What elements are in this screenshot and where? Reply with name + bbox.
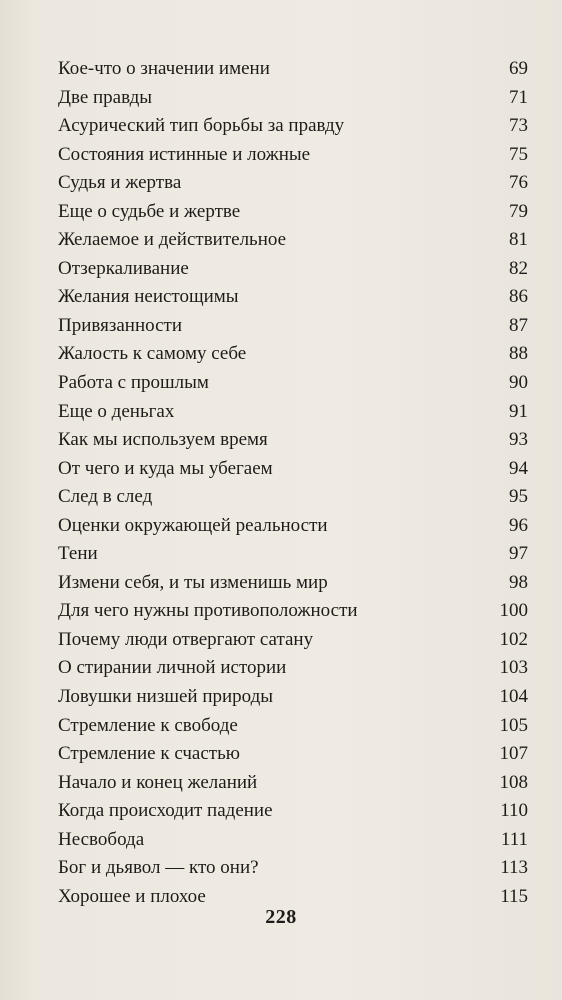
toc-entry-title: Как мы используем время [58, 429, 268, 451]
toc-entry [58, 483, 528, 512]
toc-entry [58, 455, 528, 484]
toc-entry-title: Желаемое и действительное [58, 229, 287, 251]
toc-entry-page: 73 [509, 115, 528, 137]
toc-entry-title: Тени [58, 543, 98, 565]
toc-entry-page: 71 [509, 86, 528, 108]
toc-entry-page: 82 [509, 257, 528, 279]
toc-entry-title: Начало и конец желаний [58, 771, 258, 793]
toc-entry-title: Измени себя, и ты изменишь мир [58, 571, 328, 593]
toc-entry-page: 95 [509, 486, 528, 508]
toc-entry-page: 97 [509, 543, 528, 565]
toc-entry-page: 88 [509, 343, 528, 365]
toc-entry-title: Еще о деньгах [58, 400, 175, 422]
toc-entry-page: 76 [509, 172, 528, 194]
toc-entry-title: Привязанности [58, 314, 183, 336]
toc-entry [58, 369, 528, 398]
toc-entry-title: Оценки окружающей реальности [58, 514, 328, 536]
toc-entry [58, 512, 528, 541]
toc-entry-title: От чего и куда мы убегаем [58, 457, 273, 479]
toc-entry [58, 769, 528, 798]
toc-entry-page: 105 [499, 714, 528, 736]
toc-entry [58, 426, 528, 455]
toc-entry [58, 55, 528, 84]
toc-entry-page: 111 [500, 828, 528, 850]
toc-entry-title: Бог и дьявол — кто они? [58, 857, 259, 879]
toc-entry-title: Две правды [58, 86, 153, 108]
toc-entry [58, 398, 528, 427]
toc-entry-page: 104 [499, 686, 528, 708]
toc-entry-page: 113 [500, 857, 528, 879]
toc-entry-title: Кое-что о значении имени [58, 58, 270, 79]
toc-entry-page: 94 [509, 457, 528, 479]
toc-entry-page: 115 [500, 885, 528, 907]
toc-entry-page: 86 [509, 286, 528, 308]
toc-entry-page: 69 [509, 58, 528, 79]
toc-entry [58, 226, 528, 255]
toc-entry-page: 93 [509, 429, 528, 451]
toc-entry-title: О стирании личной истории [58, 657, 287, 679]
toc-entry [58, 854, 528, 883]
toc-entry-title: Когда происходит падение [58, 800, 273, 822]
toc-entry [58, 198, 528, 227]
toc-entry-title: Еще о судьбе и жертве [58, 200, 241, 222]
toc-entry-title: След в след [58, 486, 153, 508]
toc-entry [58, 712, 528, 741]
toc-entry-page: 98 [509, 571, 528, 593]
toc-entry-title: Стремление к счастью [58, 743, 240, 765]
table-of-contents [58, 55, 528, 911]
toc-entry [58, 597, 528, 626]
toc-entry [58, 540, 528, 569]
toc-entry-page: 107 [499, 743, 528, 765]
toc-entry-page: 90 [509, 372, 528, 394]
toc-entry-title: Отзеркаливание [58, 257, 189, 279]
toc-entry-title: Желания неистощимы [58, 286, 239, 308]
toc-entry-page: 96 [509, 514, 528, 536]
toc-entry-page: 91 [509, 400, 528, 422]
toc-entry [58, 283, 528, 312]
toc-entry-title: Судья и жертва [58, 172, 182, 194]
toc-entry-page: 75 [509, 143, 528, 165]
toc-entry-title: Ловушки низшей природы [58, 686, 274, 708]
toc-entry-title: Почему люди отвергают сатану [58, 628, 314, 650]
toc-entry [58, 654, 528, 683]
toc-entry-page: 87 [509, 314, 528, 336]
toc-entry [58, 340, 528, 369]
toc-entry-title: Работа с прошлым [58, 372, 209, 394]
toc-entry [58, 740, 528, 769]
toc-entry-page: 102 [499, 628, 528, 650]
toc-entry-page: 110 [500, 800, 528, 822]
toc-entry-title: Состояния истинные и ложные [58, 143, 311, 165]
toc-entry [58, 312, 528, 341]
page-number: 228 [265, 906, 297, 928]
toc-entry [58, 826, 528, 855]
toc-entry-title: Асурический тип борьбы за правду [58, 115, 345, 137]
toc-entry [58, 569, 528, 598]
toc-entry [58, 255, 528, 284]
toc-entry [58, 84, 528, 113]
toc-entry [58, 169, 528, 198]
toc-entry [58, 797, 528, 826]
toc-entry-page: 100 [499, 600, 528, 622]
toc-entry [58, 683, 528, 712]
toc-entry-title: Несвобода [58, 828, 145, 850]
toc-entry-page: 81 [509, 229, 528, 251]
toc-entry [58, 626, 528, 655]
toc-entry [58, 141, 528, 170]
toc-entry-title: Стремление к свободе [58, 714, 238, 736]
toc-entry [58, 112, 528, 141]
toc-entry-title: Для чего нужны противоположности [58, 600, 358, 622]
toc-entry-page: 108 [499, 771, 528, 793]
toc-entry-title: Жалость к самому себе [58, 343, 247, 365]
toc-entry-page: 79 [509, 200, 528, 222]
toc-entry-page: 103 [499, 657, 528, 679]
toc-entry-title: Хорошее и плохое [58, 885, 206, 907]
